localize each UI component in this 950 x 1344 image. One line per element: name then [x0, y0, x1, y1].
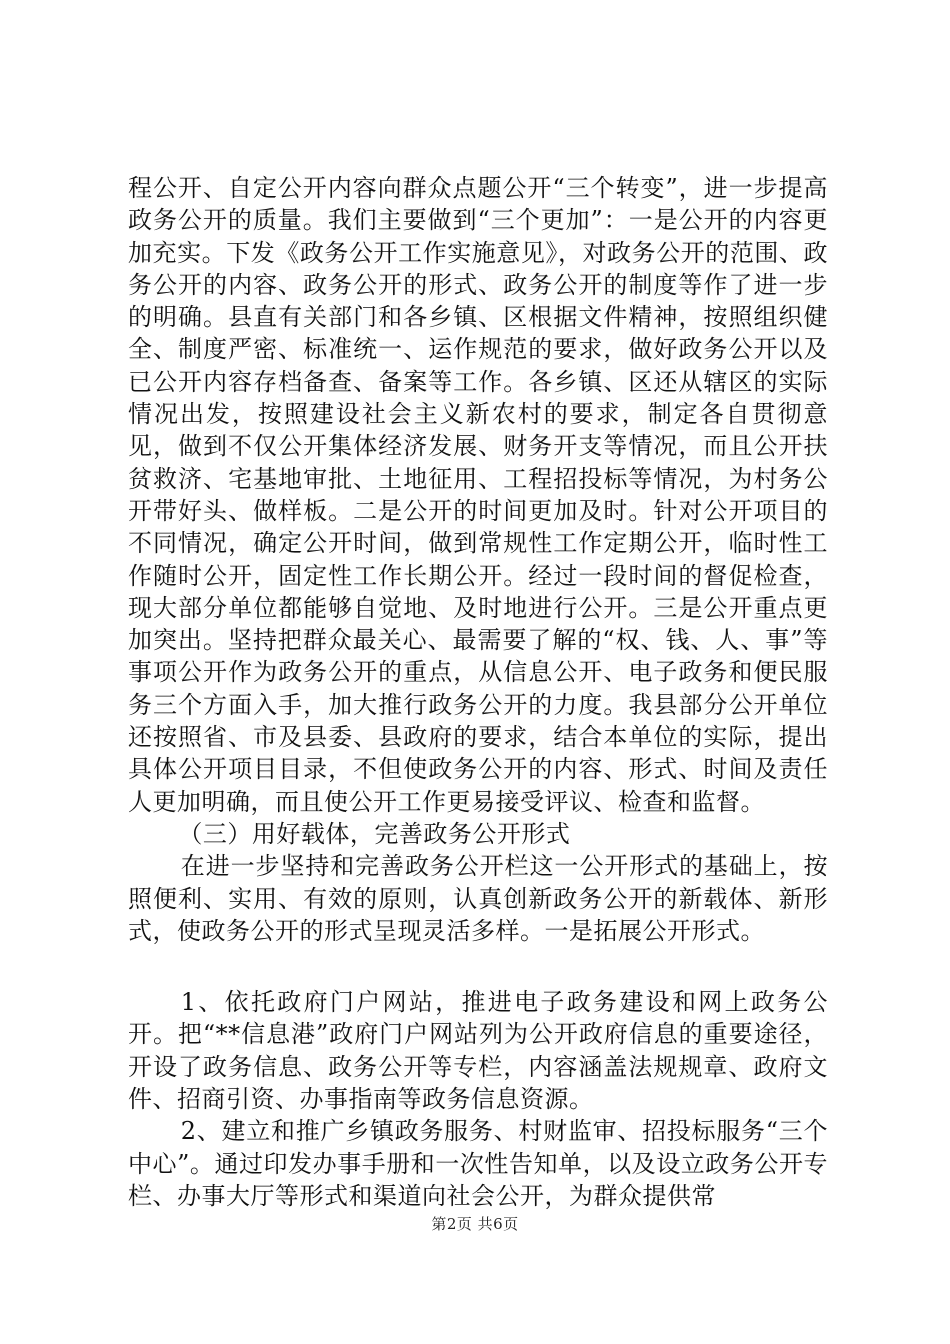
list-item-1: 1、依托政府门户网站，推进电子政务建设和网上政务公开。把“**信息港”政府门户网站列为公开政府信息的重要途径，开设了政务信息、政务公开等专栏，内容涵盖法规规章、政府文件、招商引资、办事指南等政务信息资源。	[128, 988, 828, 1114]
paragraph-gap	[128, 947, 828, 986]
document-body	[128, 172, 828, 1212]
paragraph-intro: 在进一步坚持和完善政务公开栏这一公开形式的基础上，按照便利、实用、有效的原则，认真创新政务公开的新载体、新形式，使政务公开的形式呈现灵活多样。一是拓展公开形式。	[128, 852, 828, 945]
section-heading: （三）用好载体，完善政务公开形式	[178, 819, 571, 848]
page-footer: 第2页 共6页	[431, 1215, 519, 1233]
list-item-2: 2、建立和推广乡镇政务服务、村财监审、招投标服务“三个中心”。通过印发办事手册和一次性告知单，以及设立政务公开专栏、办事大厅等形式和渠道向社会公开，为群众提供常	[128, 1117, 828, 1210]
paragraph-continued: 程公开、自定公开内容向群众点题公开“三个转变”，进一步提高政务公开的质量。我们主要做到“三个更加”：一是公开的内容更加充实。下发《政务公开工作实施意见》，对政务公开的范围、政务公开的内容、政务公开的形式、政务公开的制度等作了进一步的明确。县直有关部门和各乡镇、区根据文件精神，按照组织健全、制度严密、标准统一、运作规范的要求，做好政务公开以及已公开内容存档备查、备案等工作。各乡镇、区还从辖区的实际情况出发，按照建设社会主义新农村的要求，制定各自贯彻意见，做到不仅公开集体经济发展、财务开支等情况，而且公开扶贫救济、宅基地审批、土地征用、工程招投标等情况，为村务公开带好头、做样板。二是公开的时间更加及时。针对公开项目的不同情况，确定公开时间，做到常规性工作定期公开，临时性工作随时公开，固定性工作长期公开。经过一段时间的督促检查，现大部分单位都能够自觉地、及时地进行公开。三是公开重点更加突出。坚持把群众最关心、最需要了解的“权、钱、人、事”等事项公开作为政务公开的重点，从信息公开、电子政务和便民服务三个方面入手，加大推行政务公开的力度。我县部分公开单位还按照省、市及县委、县政府的要求，结合本单位的实际，提出具体公开项目目录，不但使政务公开的内容、形式、时间及责任人更加明确，而且使公开工作更易接受评议、检查和监督。	[128, 174, 828, 816]
